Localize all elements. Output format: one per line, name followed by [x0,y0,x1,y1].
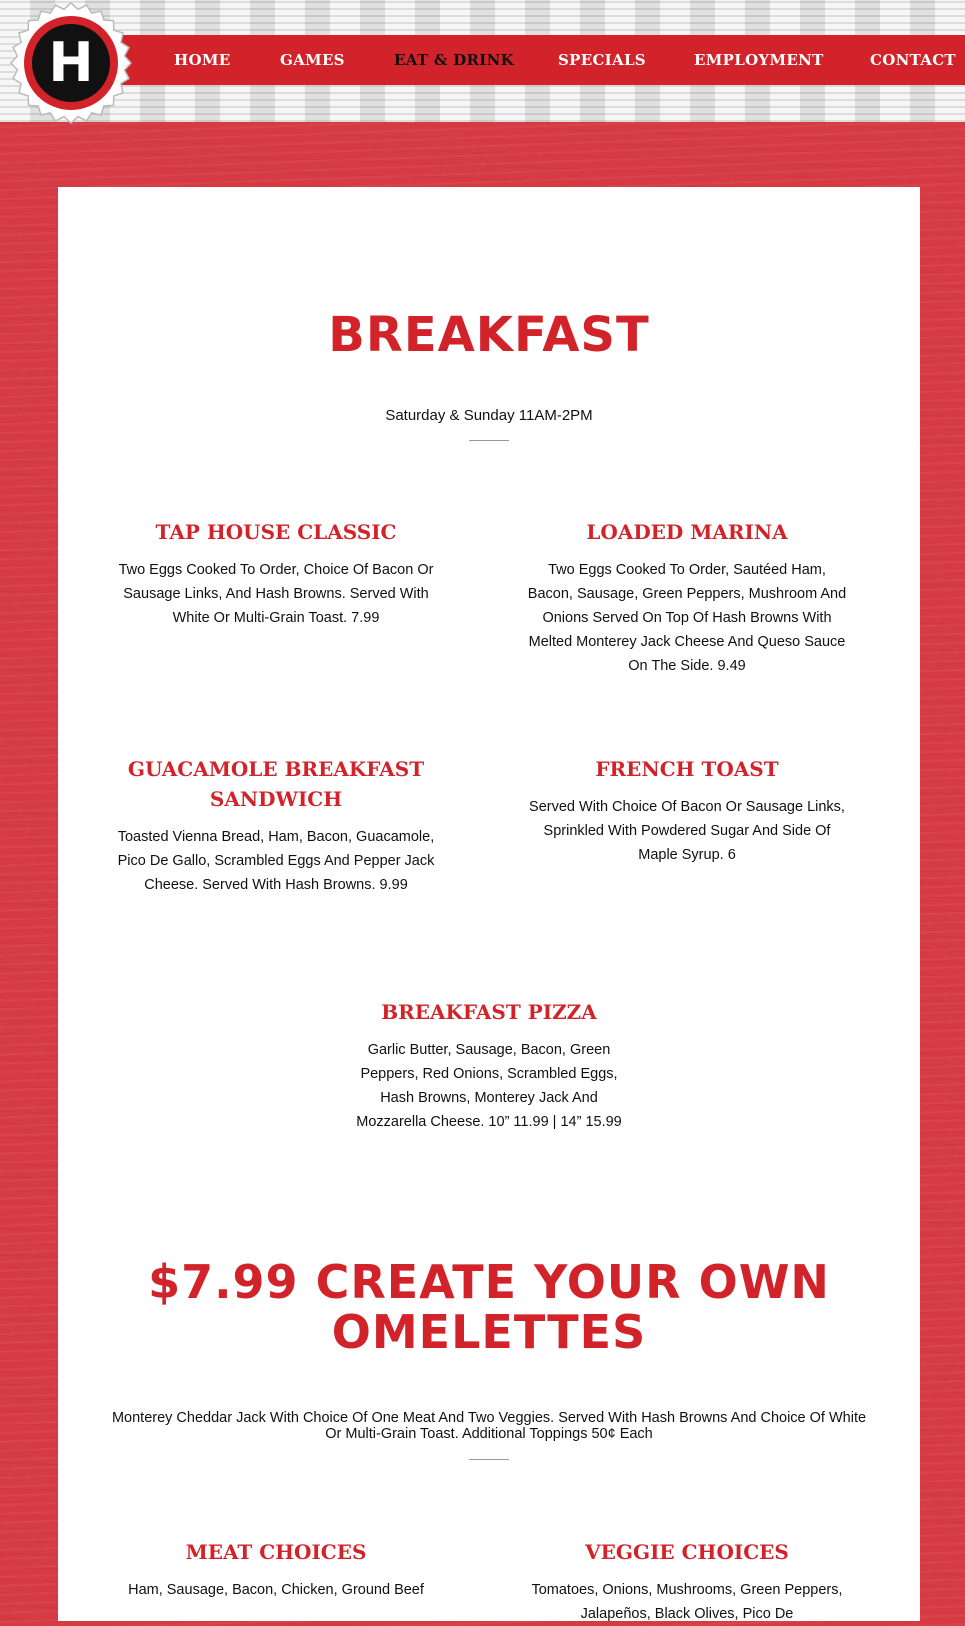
item-desc-loaded-marina: Two Eggs Cooked To Order, Sautéed Ham, Bacon, Sausage, Green Peppers, Mushroom And Onions Served On Top Of Hash Browns With Melted Monterey Jack Cheese And Queso Sauce On The Side. 9.49 [527,562,847,674]
breakfast-hours: Saturday & Sunday 11AM-2PM [385,407,593,424]
omelettes-title: $7.99 CREATE YOUR OWN OMELETTES [148,1255,830,1359]
omelettes-description: Monterey Cheddar Jack With Choice Of One Meat And Two Veggies. Served With Hash Browns And Choice Of White Or Multi-Grain Toast. Additional Toppings 50¢ Each [111,1410,867,1442]
item-desc-breakfast-pizza: Garlic Butter, Sausage, Bacon, Green Peppers, Red Onions, Scrambled Eggs, Hash Browns, Monterey Jack And Mozzarella Cheese. 10” 11.99 | 14” 15.99 [356,1042,622,1130]
item-title-breakfast-pizza: BREAKFAST PIZZA [381,1000,597,1024]
logo-letter: H [48,31,94,94]
divider [469,1459,509,1460]
item-desc-french-toast: Served With Choice Of Bacon Or Sausage Links, Sprinkled With Powdered Sugar And Side Of Maple Syrup. 6 [529,799,845,863]
nav-games[interactable]: GAMES [280,51,345,69]
item-title-loaded-marina: LOADED MARINA [586,520,788,544]
divider [469,440,509,441]
page-title: BREAKFAST [328,307,650,363]
nav-eat-drink[interactable]: EAT & DRINK [394,51,514,69]
item-title-tap-house-classic: TAP HOUSE CLASSIC [155,520,397,544]
nav-specials[interactable]: SPECIALS [558,51,646,69]
item-desc-tap-house-classic: Two Eggs Cooked To Order, Choice Of Bacon Or Sausage Links, And Hash Browns. Served With White Or Multi-Grain Toast. 7.99 [118,562,434,626]
main-nav [96,35,965,85]
header [0,0,965,122]
meat-choices-title: MEAT CHOICES [185,1540,367,1564]
bottle-cap-logo[interactable] [8,0,134,126]
nav-contact[interactable]: CONTACT [870,51,956,69]
veggie-choices-desc: Tomatoes, Onions, Mushrooms, Green Peppers, Jalapeños, Black Olives, Pico De [531,1582,843,1622]
nav-employment[interactable]: EMPLOYMENT [694,51,824,69]
menu-card [58,187,920,1621]
meat-choices-desc: Ham, Sausage, Bacon, Chicken, Ground Beef [128,1582,424,1598]
item-title-french-toast: FRENCH TOAST [595,757,779,781]
nav-home[interactable]: HOME [174,51,231,69]
veggie-choices-title: VEGGIE CHOICES [585,1540,789,1564]
item-title-guacamole-breakfast-sandwich: GUACAMOLE BREAKFAST SANDWICH [127,757,425,811]
item-desc-guacamole-breakfast-sandwich: Toasted Vienna Bread, Ham, Bacon, Guacamole, Pico De Gallo, Scrambled Eggs And Pepper Jack Cheese. Served With Hash Browns. 9.99 [117,829,435,893]
